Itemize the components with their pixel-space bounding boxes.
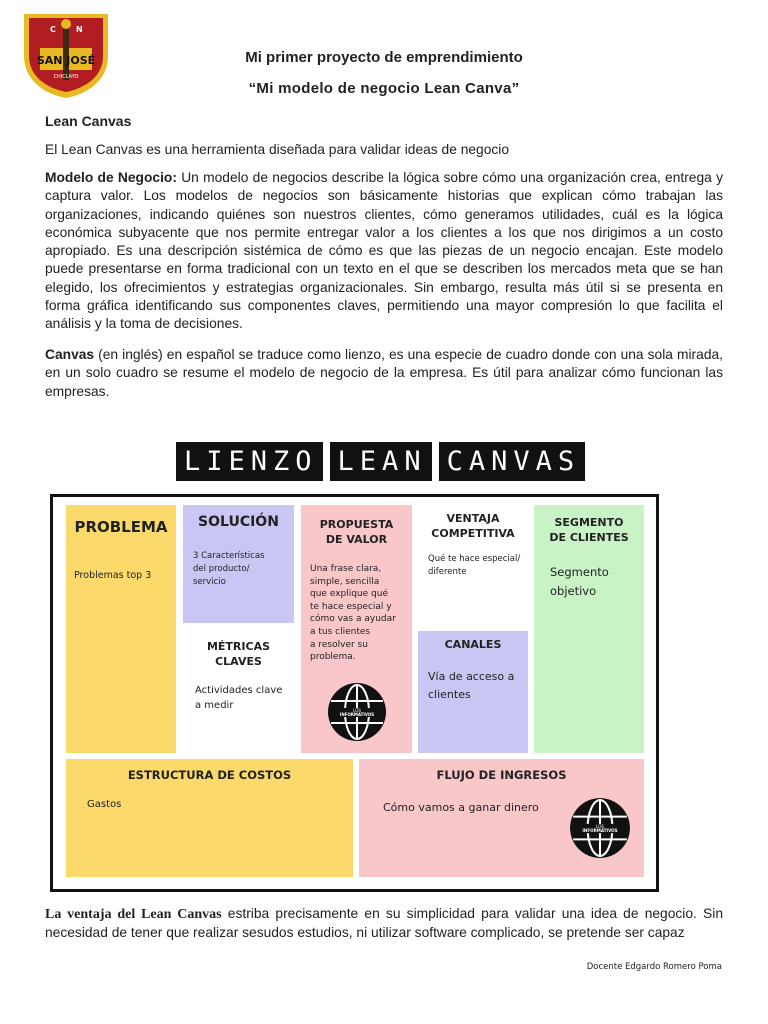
canvas-text: (en inglés) en español se traduce como lienzo, es una especie de cuadro donde con una sola mirada, en un solo cuadro se resume el modelo de negocio de la empresa. Es útil para analizar cómo funcionan las empresas. xyxy=(45,347,723,399)
canales-line: Vía de acceso a xyxy=(428,670,515,683)
ventaja-block xyxy=(418,505,528,623)
closing-term: La ventaja del Lean Canvas xyxy=(45,907,222,922)
logo-city: CHICLAYO xyxy=(53,74,79,80)
metricas-line: a medir xyxy=(195,700,234,711)
flujo-ingresos-block xyxy=(359,759,644,877)
propuesta-line: a tus clientes xyxy=(310,626,371,637)
ventaja-line: diferente xyxy=(428,567,467,577)
propuesta-line: simple, sencilla xyxy=(310,576,380,587)
propuesta-line: te hace especial y xyxy=(310,601,392,612)
solucion-line: del producto/ xyxy=(193,564,250,574)
problema-text: Problemas top 3 xyxy=(74,570,152,581)
lienzo-word-1: LIENZO xyxy=(176,442,323,481)
propuesta-title-line: PROPUESTA xyxy=(319,518,394,531)
ventaja-title-line: COMPETITIVA xyxy=(431,527,515,540)
globe-label-bottom: INFORMATIVOS xyxy=(339,712,375,717)
propuesta-line: Una frase clara, xyxy=(310,564,382,574)
propuesta-line: cómo vas a ayudar xyxy=(310,614,396,625)
problema-title: PROBLEMA xyxy=(74,518,168,536)
closing-text: estriba precisamente en su simplicidad para validar una idea de negocio. Sin necesidad de tener que realizar sesudos estudios, ni utilizar software complicado, se pretende ser capaz xyxy=(45,906,723,941)
solucion-line: servicio xyxy=(193,577,226,587)
logo-wordmark: SAN JOSÉ xyxy=(36,54,96,67)
segmento-block xyxy=(534,505,644,753)
ventaja-title-line: VENTAJA xyxy=(446,512,500,525)
modelo-negocio-term: Modelo de Negocio: xyxy=(45,170,177,185)
canvas-paragraph xyxy=(45,346,723,401)
costos-title: ESTRUCTURA DE COSTOS xyxy=(127,768,292,782)
ventaja-line: Qué te hace especial/ xyxy=(428,554,521,564)
canales-title: CANALES xyxy=(444,638,502,651)
globe-label-top: LOS xyxy=(353,708,361,713)
lienzo-word-3: CANVAS xyxy=(439,442,586,481)
globe-icon xyxy=(326,681,388,743)
logo-letter-n: N xyxy=(76,25,83,34)
metricas-title-line: MÉTRICAS xyxy=(206,640,271,653)
problema-block xyxy=(66,505,176,753)
propuesta-line: que explique qué xyxy=(310,589,389,600)
solucion-block xyxy=(183,505,294,623)
metricas-title-line: CLAVES xyxy=(215,655,262,668)
globe-label-top: LOS xyxy=(596,824,604,829)
solucion-line: 3 Características xyxy=(193,551,265,561)
propuesta-block xyxy=(301,505,412,753)
document-title: Mi primer proyecto de emprendimiento xyxy=(245,49,523,66)
lienzo-word-2: LEAN xyxy=(330,442,432,481)
solucion-title: SOLUCIÓN xyxy=(198,514,279,530)
globe-label-bottom: INFORMATIVOS xyxy=(582,828,618,834)
lean-canvas-definition: El Lean Canvas es una herramienta diseñada para validar ideas de negocio xyxy=(45,142,510,157)
closing-paragraph xyxy=(45,905,723,943)
modelo-negocio-paragraph xyxy=(45,169,723,334)
ingresos-title: FLUJO DE INGRESOS xyxy=(436,768,567,782)
estructura-costos-block xyxy=(66,759,353,877)
globe-icon xyxy=(568,796,632,860)
canales-block xyxy=(418,631,528,753)
costos-text: Gastos xyxy=(87,799,122,810)
document-subtitle: “Mi modelo de negocio Lean Canva” xyxy=(248,80,520,97)
segmento-title-line: DE CLIENTES xyxy=(549,531,629,544)
propuesta-line: a resolver su xyxy=(310,639,368,650)
metricas-line: Actividades clave xyxy=(195,685,283,696)
logo-letter-c: C xyxy=(50,25,56,34)
propuesta-line: problema. xyxy=(310,652,356,663)
segmento-line: objetivo xyxy=(550,584,597,598)
ingresos-text: Cómo vamos a ganar dinero xyxy=(383,801,539,814)
metricas-block xyxy=(183,629,294,753)
modelo-negocio-text: Un modelo de negocios describe la lógica sobre cómo una organización crea, entrega y captura valor. Los modelos de negocios son básicamente historias que explican cómo trabajan las organizaciones, indicando quiénes son nuestros clientes, cómo generamos utilidades, cuál es la lógica económica subyacente que nos permite entregar valor a los clientes a los que nos dirigimos a un costo apropiado. Es una descripción sistémica de cómo es que las piezas de un negocio encajan. Este modelo puede presentarse en forma tradicional con un texto en el que se describen los mercados meta que se han elegido, los ofrecimientos y estrategias organizacionales. Sin embargo, resulta más útil si se presenta en forma gráfica identificando sus componentes claves, permitiendo una mayor compresión lo que facilita el análisis y la toma de decisiones. xyxy=(45,170,723,332)
canvas-term: Canvas xyxy=(45,347,95,362)
segmento-title-line: SEGMENTO xyxy=(554,516,624,529)
lean-canvas-board xyxy=(50,494,659,892)
propuesta-title-line: DE VALOR xyxy=(325,533,388,546)
section-heading-lean-canvas: Lean Canvas xyxy=(45,113,132,129)
canales-line: clientes xyxy=(428,688,471,701)
lienzo-title xyxy=(176,442,585,481)
footer-author: Docente Edgardo Romero Poma xyxy=(586,962,722,972)
segmento-line: Segmento xyxy=(550,565,609,579)
